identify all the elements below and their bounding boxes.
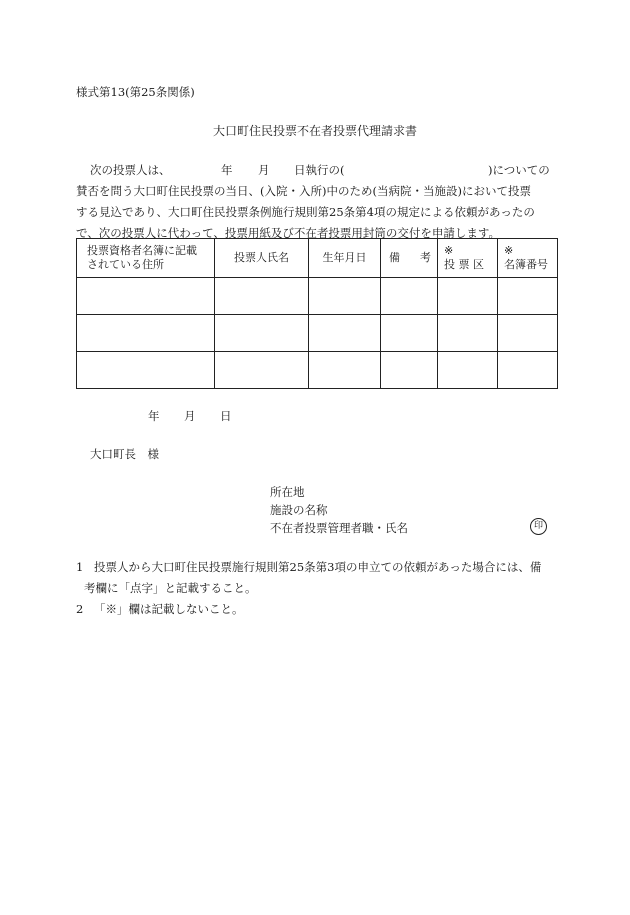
note-1-continued: 考欄に「点字」と記載すること。 xyxy=(84,581,257,595)
cell-remarks[interactable] xyxy=(381,278,438,315)
paragraph-line-2: 賛否を問う大口町住民投票の当日、(入院・入所)中のため(当病院・当施設)において投票 xyxy=(76,184,531,198)
note-2-number: 2 xyxy=(76,602,84,616)
header-district: ※ 投 票 区 xyxy=(438,239,498,278)
cell-remarks[interactable] xyxy=(381,315,438,352)
header-voter-name: 投票人氏名 xyxy=(215,239,309,278)
request-paragraph xyxy=(76,160,560,244)
date-day: 日 xyxy=(220,409,232,423)
header-registry-number: ※ 名簿番号 xyxy=(498,239,558,278)
cell-birthdate[interactable] xyxy=(309,278,381,315)
cell-registry-number[interactable] xyxy=(498,352,558,389)
date-year: 年 xyxy=(148,409,160,423)
cell-address[interactable] xyxy=(77,352,215,389)
paragraph-month: 月 xyxy=(258,163,270,177)
paragraph-year: 年 xyxy=(221,163,233,177)
paragraph-intro: 次の投票人は、 xyxy=(90,163,171,177)
paragraph-line-4: で、次の投票人に代わって、投票用紙及び不在者投票用封筒の交付を申請します。 xyxy=(76,226,501,240)
paragraph-line-3: する見込であり、大口町住民投票条例施行規則第25条第4項の規定による依頼があったの xyxy=(76,205,535,219)
table-row xyxy=(77,352,558,389)
header-birthdate: 生年月日 xyxy=(309,239,381,278)
cell-birthdate[interactable] xyxy=(309,315,381,352)
table-row xyxy=(77,278,558,315)
cell-registry-number[interactable] xyxy=(498,315,558,352)
notes xyxy=(76,557,562,620)
header-remarks: 備 考 xyxy=(381,239,438,278)
note-1 xyxy=(76,557,562,578)
note-1-text: 投票人から大口町住民投票施行規則第25条第3項の申立ての依頼があった場合には、備 xyxy=(94,560,542,574)
cell-voter-name[interactable] xyxy=(215,315,309,352)
cell-address[interactable] xyxy=(77,278,215,315)
addressee: 大口町長 様 xyxy=(90,447,159,461)
cell-district[interactable] xyxy=(438,315,498,352)
cell-district[interactable] xyxy=(438,278,498,315)
note-2 xyxy=(76,599,562,620)
note-2-text: 「※」欄は記載しないこと。 xyxy=(94,602,244,616)
cell-birthdate[interactable] xyxy=(309,352,381,389)
cell-remarks[interactable] xyxy=(381,352,438,389)
note-1-number: 1 xyxy=(76,560,84,574)
paragraph-day: 日執行の( xyxy=(294,163,345,177)
location-label: 所在地 xyxy=(270,485,305,499)
facility-name-label: 施設の名称 xyxy=(270,503,328,517)
cell-address[interactable] xyxy=(77,315,215,352)
cell-registry-number[interactable] xyxy=(498,278,558,315)
header-address: 投票資格者名簿に記載 されている住所 xyxy=(77,239,215,278)
cell-district[interactable] xyxy=(438,352,498,389)
document-title: 大口町住民投票不在者投票代理請求書 xyxy=(212,124,417,138)
seal-mark: 印 xyxy=(530,518,547,535)
cell-voter-name[interactable] xyxy=(215,278,309,315)
table-header-row xyxy=(77,239,558,278)
applicant-block xyxy=(270,483,560,537)
paragraph-close: )についての xyxy=(488,163,550,177)
manager-name-label: 不在者投票管理者職・氏名 xyxy=(270,521,408,535)
date-month: 月 xyxy=(184,409,196,423)
cell-voter-name[interactable] xyxy=(215,352,309,389)
form-number: 様式第13(第25条関係) xyxy=(76,85,195,99)
paragraph-line-1 xyxy=(76,160,560,181)
voter-table xyxy=(76,238,558,389)
table-row xyxy=(77,315,558,352)
